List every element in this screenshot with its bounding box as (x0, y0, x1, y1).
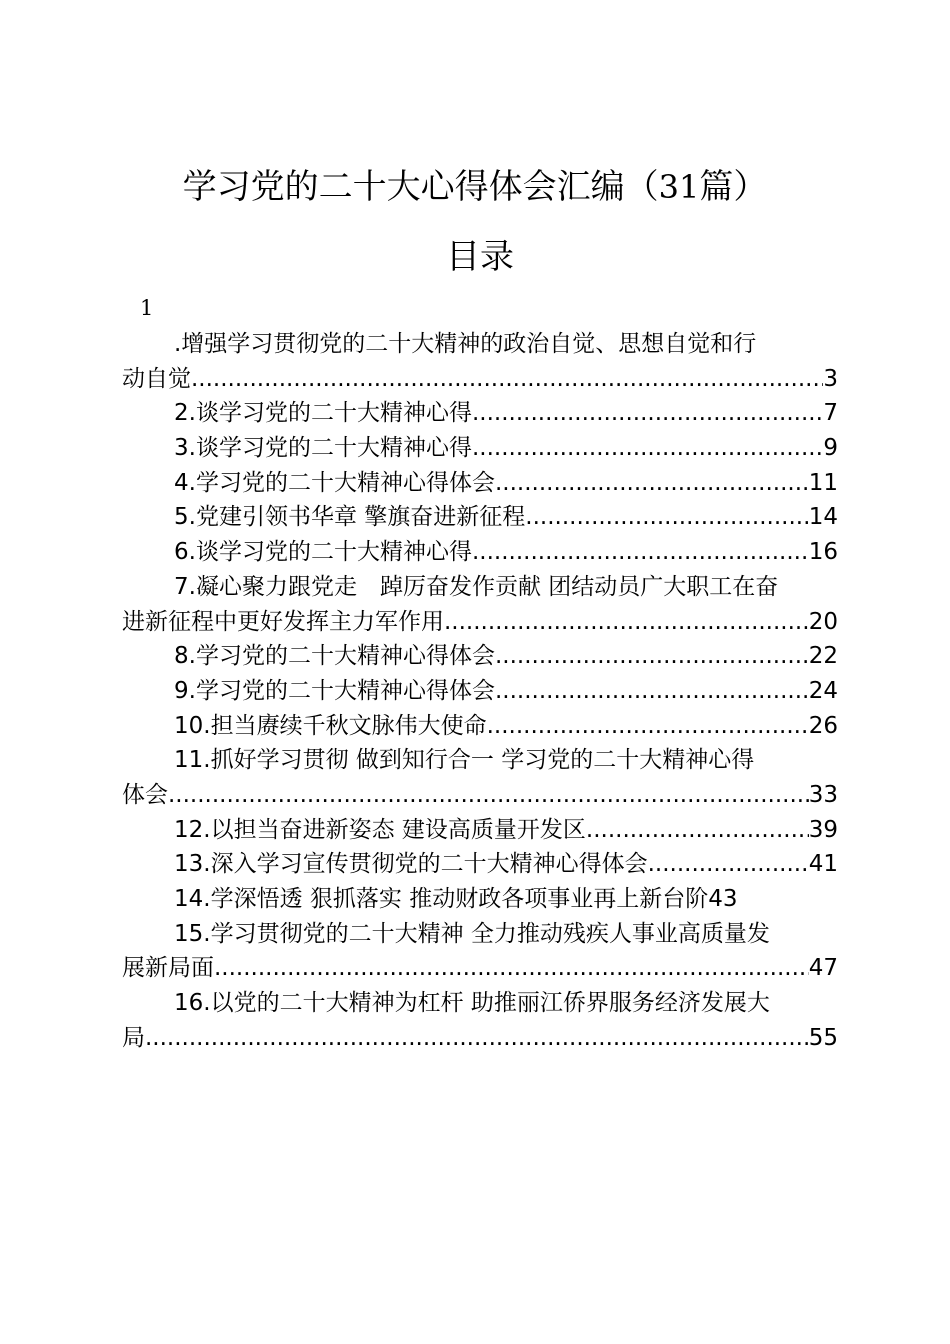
dot-leader (472, 431, 823, 466)
toc-page-number: 16 (808, 539, 838, 566)
toc-page-number: 33 (808, 781, 838, 808)
toc-entry-title: 15.学习贯彻党的二十大精神 全力推动残疾人事业高质量发 (174, 920, 770, 947)
toc-entry-title: 4.学习党的二十大精神心得体会 (174, 469, 495, 496)
toc-entry[interactable] (122, 327, 838, 396)
toc-entry-title: 14.学深悟透 狠抓落实 推动财政各项事业再上新台阶 (174, 886, 709, 912)
toc-entry[interactable] (122, 639, 838, 674)
toc-entry[interactable] (122, 847, 838, 882)
toc-entry[interactable] (122, 882, 838, 917)
toc-entry-title: 11.抓好学习贯彻 做到知行合一 学习党的二十大精神心得 (174, 747, 755, 774)
section-marker: 1 (140, 296, 154, 320)
toc-page-number: 22 (808, 643, 838, 670)
toc-entry-title: 6.谈学习党的二十大精神心得 (174, 539, 472, 566)
toc-entry-title: 10.担当赓续千秋文脉伟大使命 (174, 712, 487, 739)
toc-entry[interactable] (122, 431, 838, 466)
toc-entry-title-cont: 进新征程中更好发挥主力军作用 (122, 608, 444, 635)
table-of-contents (122, 327, 838, 1055)
toc-entry-title-cont: 动自觉 (122, 365, 191, 392)
dot-leader (472, 396, 823, 431)
dot-leader (525, 500, 808, 535)
toc-entry-title: .增强学习贯彻党的二十大精神的政治自觉、思想自觉和行 (174, 331, 757, 357)
toc-entry-title: 7.凝心聚力跟党走 踔厉奋发作贡献 团结动员广大职工在奋 (174, 573, 779, 600)
title-text-after: 篇） (699, 167, 768, 207)
toc-entry[interactable] (122, 396, 838, 431)
toc-entry-title: 9.学习党的二十大精神心得体会 (174, 677, 495, 704)
dot-leader (214, 951, 809, 986)
toc-entry-title-cont: 局 (122, 1024, 145, 1051)
toc-entry-title: 2.谈学习党的二十大精神心得 (174, 400, 472, 427)
dot-leader (191, 362, 823, 397)
toc-page-number: 9 (823, 435, 838, 462)
toc-page-number: 47 (808, 955, 838, 982)
toc-entry[interactable] (122, 813, 838, 848)
toc-page-number: 41 (808, 851, 838, 878)
toc-page-number: 39 (808, 816, 838, 843)
dot-leader (444, 605, 809, 640)
toc-entry[interactable] (122, 743, 838, 812)
toc-entry[interactable] (122, 917, 838, 986)
document-title (0, 163, 950, 211)
toc-entry-title: 8.学习党的二十大精神心得体会 (174, 643, 495, 670)
dot-leader (648, 847, 809, 882)
toc-page-number: 7 (823, 400, 838, 427)
toc-entry[interactable] (122, 674, 838, 709)
toc-page-number: 55 (808, 1024, 838, 1051)
title-count: 31 (658, 168, 700, 206)
toc-entry[interactable] (122, 500, 838, 535)
toc-page-number: 3 (823, 365, 838, 392)
toc-entry-title-cont: 体会 (122, 781, 168, 808)
toc-entry-title: 13.深入学习宣传贯彻党的二十大精神心得体会 (174, 851, 648, 878)
title-text-before: 学习党的二十大心得体会汇编（ (182, 167, 659, 207)
toc-entry[interactable] (122, 466, 838, 501)
toc-entry-title: 16.以党的二十大精神为杠杆 助推丽江侨界服务经济发展大 (174, 990, 770, 1017)
toc-entry-title: 3.谈学习党的二十大精神心得 (174, 435, 472, 462)
toc-heading: 目录 (446, 237, 514, 277)
dot-leader (472, 535, 809, 570)
toc-page-number: 20 (808, 608, 838, 635)
dot-leader (495, 639, 809, 674)
dot-leader (586, 813, 809, 848)
toc-page-number: 11 (808, 469, 838, 496)
toc-page-number: 24 (808, 677, 838, 704)
toc-entry[interactable] (122, 986, 838, 1055)
dot-leader (145, 1021, 809, 1056)
dot-leader (487, 709, 809, 744)
toc-page-number: 26 (808, 712, 838, 739)
toc-entry-title: 12.以担当奋进新姿态 建设高质量开发区 (174, 816, 586, 843)
toc-entry[interactable] (122, 535, 838, 570)
toc-entry[interactable] (122, 709, 838, 744)
toc-page-number: 43 (708, 886, 738, 912)
dot-leader (495, 466, 809, 501)
toc-entry-title: 5.党建引领书华章 擎旗奋进新征程 (174, 504, 526, 531)
toc-entry[interactable] (122, 570, 838, 639)
dot-leader (495, 674, 809, 709)
toc-entry-title-cont: 展新局面 (122, 955, 214, 982)
dot-leader (168, 778, 809, 813)
toc-page-number: 14 (808, 504, 838, 531)
